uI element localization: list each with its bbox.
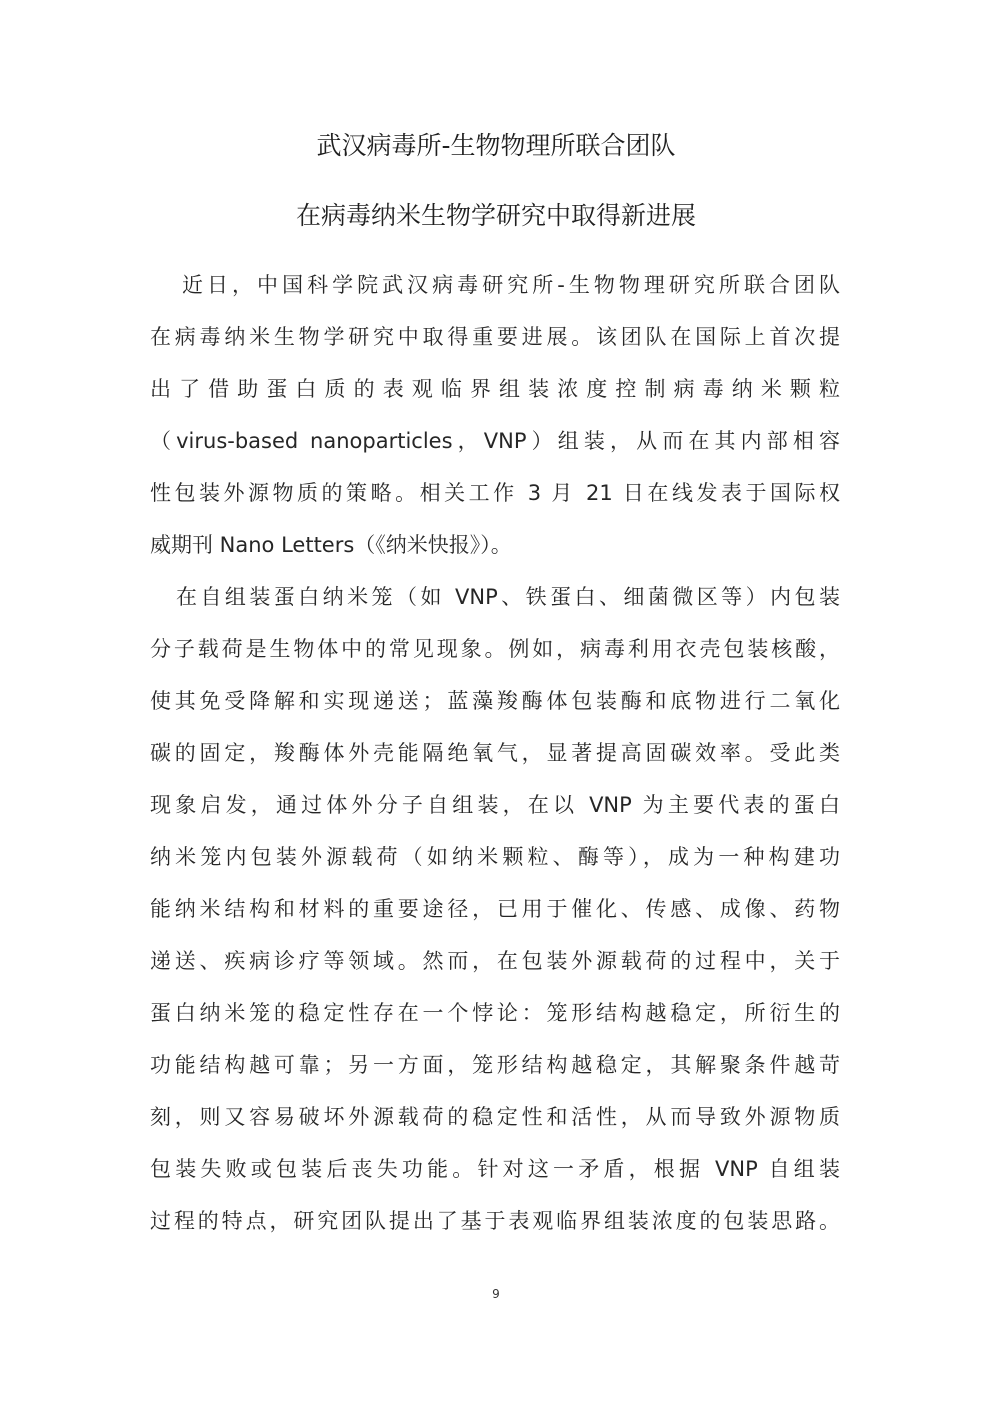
paragraph-line: 现象启发，通过体外分子自组装，在以 VNP 为主要代表的蛋白 [150, 793, 840, 817]
paragraph-line: 在自组装蛋白纳米笼（如 VNP、铁蛋白、细菌微区等）内包装 [176, 585, 840, 609]
paragraph-line: （virus-based nanoparticles，VNP）组装，从而在其内部相容 [150, 429, 840, 453]
document-title-line-1: 武汉病毒所-生物物理所联合团队 [316, 131, 676, 160]
paragraph-line: 纳米笼内包装外源载荷（如纳米颗粒、酶等），成为一种构建功 [150, 845, 840, 869]
paragraph-line: 使其免受降解和实现递送；蓝藻羧酶体包装酶和底物进行二氧化 [150, 689, 840, 713]
paragraph-line: 过程的特点，研究团队提出了基于表观临界组装浓度的包装思路。 [150, 1209, 840, 1233]
paragraph-line: 包装失败或包装后丧失功能。针对这一矛盾，根据 VNP 自组装 [150, 1157, 840, 1181]
paragraph-line: 碳的固定，羧酶体外壳能隔绝氧气，显著提高固碳效率。受此类 [150, 741, 840, 765]
document-title-line-2: 在病毒纳米生物学研究中取得新进展 [295, 201, 696, 230]
paragraph-line: 刻，则又容易破坏外源载荷的稳定性和活性，从而导致外源物质 [150, 1105, 840, 1129]
paragraph-line: 出了借助蛋白质的表观临界组装浓度控制病毒纳米颗粒 [150, 377, 840, 401]
paragraph-line: 能纳米结构和材料的重要途径，已用于催化、传感、成像、药物 [150, 897, 840, 921]
paragraph-line: 分子载荷是生物体中的常见现象。例如，病毒利用衣壳包装核酸， [150, 637, 840, 661]
paragraph-line: 性包装外源物质的策略。相关工作 3 月 21 日在线发表于国际权 [150, 481, 840, 505]
paragraph-line: 递送、疾病诊疗等领域。然而，在包装外源载荷的过程中，关于 [150, 949, 840, 973]
paragraph-line: 威期刊 Nano Letters（《纳米快报》）。 [150, 533, 512, 557]
paragraph-line: 近日，中国科学院武汉病毒研究所-生物物理研究所联合团队 [182, 273, 840, 297]
page-number: 9 [492, 1287, 500, 1301]
paragraph-line: 蛋白纳米笼的稳定性存在一个悖论：笼形结构越稳定，所衍生的 [150, 1001, 840, 1025]
paragraph-line: 功能结构越可靠；另一方面，笼形结构越稳定，其解聚条件越苛 [150, 1053, 840, 1077]
paragraph-line: 在病毒纳米生物学研究中取得重要进展。该团队在国际上首次提 [150, 325, 840, 349]
